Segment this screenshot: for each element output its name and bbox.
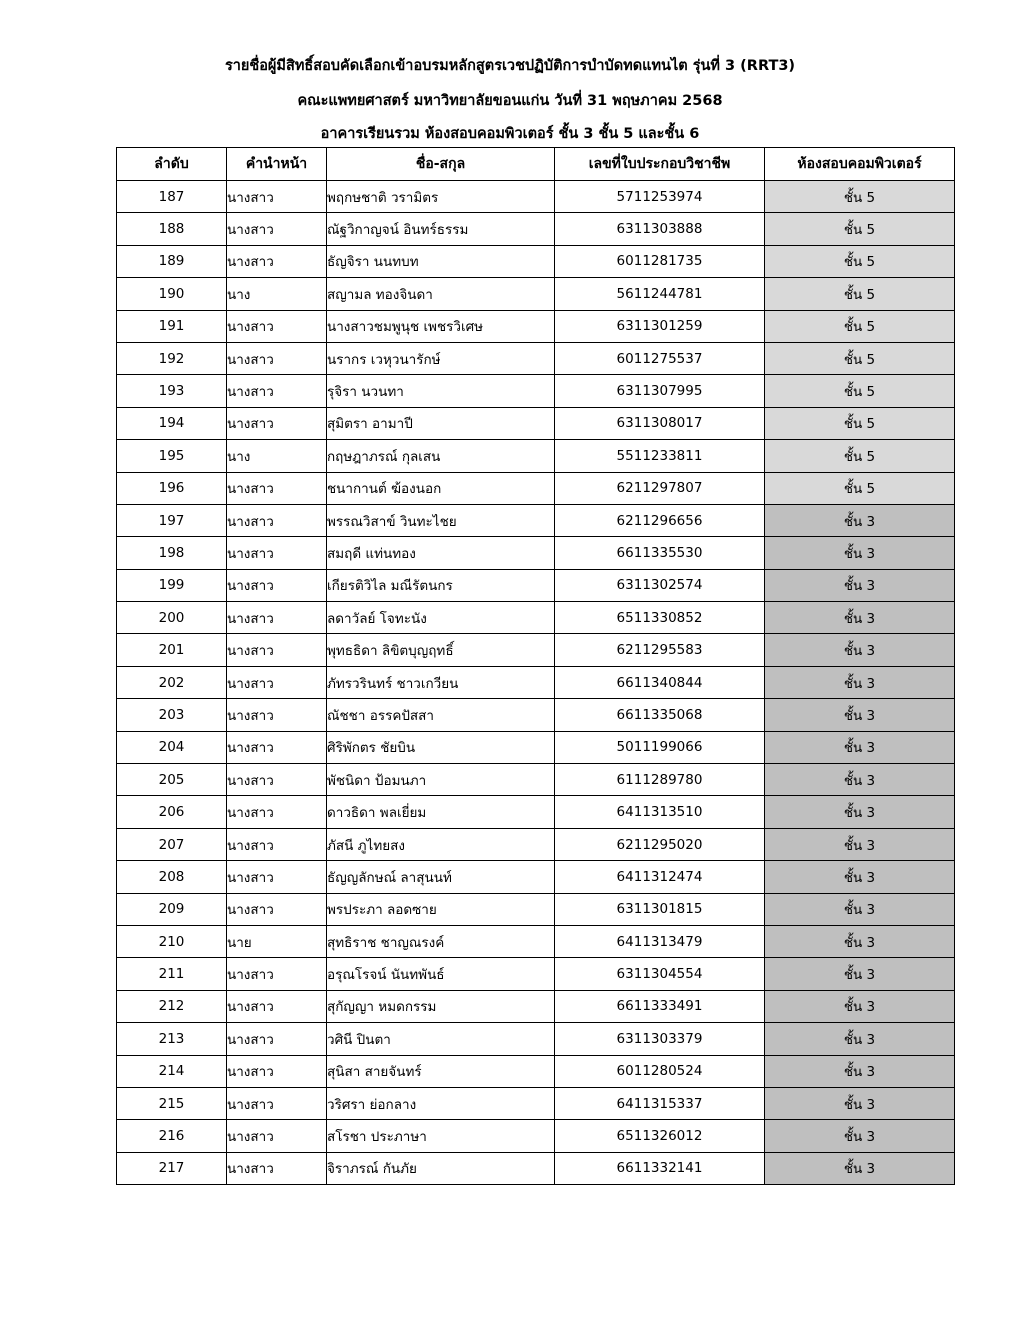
table-row [117,634,955,666]
row-title: นาง [227,278,327,310]
row-exam-room: ชั้น 3 [765,1120,955,1152]
row-name: ธัญญลักษณ์ ลาสุนนท์ [327,861,555,893]
row-order: 195 [117,440,227,472]
row-title: นางสาว [227,310,327,342]
column-header-room: ห้องสอบคอมพิวเตอร์ [765,148,955,181]
table-row [117,504,955,536]
row-license-number: 6511326012 [555,1120,765,1152]
row-exam-room: ชั้น 5 [765,342,955,374]
row-name: สุกัญญา หมดกรรม [327,990,555,1022]
row-order: 217 [117,1152,227,1184]
table-row [117,537,955,569]
row-title: นางสาว [227,699,327,731]
row-order: 188 [117,213,227,245]
column-header-order: ลำดับ [117,148,227,181]
row-license-number: 6411312474 [555,861,765,893]
row-title: นาย [227,925,327,957]
row-title: นางสาว [227,213,327,245]
row-name: พัชนิดา ป้อมนภา [327,764,555,796]
row-title: นางสาว [227,602,327,634]
table-row [117,1087,955,1119]
row-license-number: 6011281735 [555,245,765,277]
row-order: 197 [117,504,227,536]
row-name: ชนากานต์ ฆ้องนอก [327,472,555,504]
row-name: นรากร เวหุวนารักษ์ [327,342,555,374]
row-exam-room: ชั้น 5 [765,472,955,504]
row-name: กฤษฎาภรณ์ กุลเสน [327,440,555,472]
document-subtitle: คณะแพทยศาสตร์ มหาวิทยาลัยขอนแก่น วันที่ 31 พฤษภาคม 2568 [297,93,723,109]
row-order: 194 [117,407,227,439]
row-license-number: 6311304554 [555,958,765,990]
row-license-number: 5011199066 [555,731,765,763]
row-order: 196 [117,472,227,504]
row-order: 187 [117,181,227,213]
row-order: 205 [117,764,227,796]
row-license-number: 6611333491 [555,990,765,1022]
row-license-number: 6511330852 [555,602,765,634]
row-license-number: 6311303888 [555,213,765,245]
row-name: ศิริพักตร ชัยบิน [327,731,555,763]
table-row [117,893,955,925]
row-order: 191 [117,310,227,342]
row-title: นางสาว [227,504,327,536]
row-exam-room: ชั้น 3 [765,634,955,666]
row-name: สมฤดี แท่นทอง [327,537,555,569]
row-title: นางสาว [227,342,327,374]
row-order: 190 [117,278,227,310]
table-row [117,990,955,1022]
row-license-number: 6311301259 [555,310,765,342]
row-title: นางสาว [227,666,327,698]
row-order: 206 [117,796,227,828]
row-title: นางสาว [227,990,327,1022]
candidate-table [116,147,955,1185]
table-body [117,181,955,1185]
row-order: 214 [117,1055,227,1087]
row-license-number: 6011280524 [555,1055,765,1087]
table-row [117,472,955,504]
table-row [117,602,955,634]
table-row [117,861,955,893]
row-order: 201 [117,634,227,666]
row-title: นาง [227,440,327,472]
row-exam-room: ชั้น 3 [765,828,955,860]
row-license-number: 6311308017 [555,407,765,439]
row-title: นางสาว [227,181,327,213]
row-license-number: 5611244781 [555,278,765,310]
table-row [117,310,955,342]
row-exam-room: ชั้น 3 [765,796,955,828]
row-exam-room: ชั้น 3 [765,958,955,990]
row-license-number: 6111289780 [555,764,765,796]
row-name: จิราภรณ์ กันภัย [327,1152,555,1184]
row-exam-room: ชั้น 3 [765,569,955,601]
row-exam-room: ชั้น 5 [765,278,955,310]
table-row [117,181,955,213]
row-name: ณัฐวิกาญจน์ อินทร์ธรรม [327,213,555,245]
row-name: สุมิตรา อามาปี [327,407,555,439]
row-title: นางสาว [227,958,327,990]
row-title: นางสาว [227,245,327,277]
row-exam-room: ชั้น 5 [765,440,955,472]
row-name: ดาวธิดา พลเยี่ยม [327,796,555,828]
row-license-number: 6611335068 [555,699,765,731]
row-name: นางสาวชมพูนุช เพชรวิเศษ [327,310,555,342]
row-name: พรรณวิสาข์ วินทะไชย [327,504,555,536]
table-row [117,569,955,601]
row-order: 216 [117,1120,227,1152]
row-order: 207 [117,828,227,860]
row-title: นางสาว [227,861,327,893]
row-title: นางสาว [227,1087,327,1119]
row-name: สุทธิราช ชาญณรงค์ [327,925,555,957]
table-row [117,925,955,957]
row-exam-room: ชั้น 3 [765,990,955,1022]
row-name: วศินี ปินตา [327,1023,555,1055]
table-row [117,440,955,472]
table-row [117,958,955,990]
row-exam-room: ชั้น 3 [765,731,955,763]
row-license-number: 6311303379 [555,1023,765,1055]
row-exam-room: ชั้น 3 [765,764,955,796]
table-row [117,407,955,439]
row-title: นางสาว [227,1152,327,1184]
row-order: 215 [117,1087,227,1119]
row-name: วริศรา ย่อกลาง [327,1087,555,1119]
row-exam-room: ชั้น 3 [765,893,955,925]
row-exam-room: ชั้น 3 [765,504,955,536]
row-exam-room: ชั้น 5 [765,375,955,407]
row-license-number: 6611340844 [555,666,765,698]
row-order: 203 [117,699,227,731]
row-title: นางสาว [227,634,327,666]
row-exam-room: ชั้น 3 [765,861,955,893]
column-header-name: ชื่อ-สกุล [327,148,555,181]
row-exam-room: ชั้น 3 [765,602,955,634]
row-name: สโรชา ประภาษา [327,1120,555,1152]
row-order: 204 [117,731,227,763]
row-exam-room: ชั้น 3 [765,1152,955,1184]
row-title: นางสาว [227,1055,327,1087]
row-order: 213 [117,1023,227,1055]
table-row [117,213,955,245]
table-row [117,731,955,763]
row-order: 211 [117,958,227,990]
row-license-number: 6211295020 [555,828,765,860]
row-license-number: 6611335530 [555,537,765,569]
row-license-number: 6411313479 [555,925,765,957]
row-title: นางสาว [227,1023,327,1055]
row-exam-room: ชั้น 3 [765,925,955,957]
row-name: รุจิรา นวนทา [327,375,555,407]
row-name: พุทธธิดา ลิขิตบุญฤทธิ์ [327,634,555,666]
table-row [117,764,955,796]
row-name: พรประภา ลอดซาย [327,893,555,925]
exam-location: อาคารเรียนรวม ห้องสอบคอมพิวเตอร์ ชั้น 3 ชั้น 5 และชั้น 6 [320,126,700,142]
row-order: 200 [117,602,227,634]
row-exam-room: ชั้น 5 [765,310,955,342]
row-name: ภัสนี ภูไทยสง [327,828,555,860]
row-name: ณัชชา อรรคปัสสา [327,699,555,731]
row-order: 192 [117,342,227,374]
row-license-number: 5711253974 [555,181,765,213]
row-name: พฤกษชาติ วรามิตร [327,181,555,213]
row-order: 212 [117,990,227,1022]
row-exam-room: ชั้น 5 [765,407,955,439]
row-title: นางสาว [227,407,327,439]
row-exam-room: ชั้น 3 [765,1023,955,1055]
row-title: นางสาว [227,731,327,763]
row-name: ธัญจิรา นนทบท [327,245,555,277]
row-license-number: 6211295583 [555,634,765,666]
row-title: นางสาว [227,537,327,569]
row-license-number: 6011275537 [555,342,765,374]
row-exam-room: ชั้น 3 [765,537,955,569]
column-header-license: เลขที่ใบประกอบวิชาชีพ [555,148,765,181]
row-order: 198 [117,537,227,569]
row-exam-room: ชั้น 5 [765,245,955,277]
row-exam-room: ชั้น 3 [765,699,955,731]
row-exam-room: ชั้น 3 [765,1087,955,1119]
table-row [117,1152,955,1184]
row-license-number: 6311307995 [555,375,765,407]
row-name: สญามล ทองจินดา [327,278,555,310]
table-row [117,666,955,698]
row-order: 189 [117,245,227,277]
row-license-number: 6411313510 [555,796,765,828]
row-name: ลดาวัลย์ โจทะนัง [327,602,555,634]
row-title: นางสาว [227,764,327,796]
table-row [117,342,955,374]
row-license-number: 6311301815 [555,893,765,925]
table-row [117,1023,955,1055]
row-name: เกียรติวิไล มณีรัตนกร [327,569,555,601]
row-title: นางสาว [227,828,327,860]
table-row [117,245,955,277]
row-license-number: 6211296656 [555,504,765,536]
row-license-number: 6311302574 [555,569,765,601]
row-name: อรุณโรจน์ นันทพันธ์ [327,958,555,990]
column-header-title: คำนำหน้า [227,148,327,181]
row-order: 209 [117,893,227,925]
table-row [117,699,955,731]
row-order: 193 [117,375,227,407]
row-license-number: 6611332141 [555,1152,765,1184]
table-row [117,828,955,860]
table-row [117,1120,955,1152]
table-row [117,278,955,310]
row-order: 210 [117,925,227,957]
row-title: นางสาว [227,375,327,407]
row-name: สุนิสา สายจันทร์ [327,1055,555,1087]
table-row [117,1055,955,1087]
row-exam-room: ชั้น 3 [765,1055,955,1087]
row-title: นางสาว [227,569,327,601]
table-row [117,375,955,407]
row-title: นางสาว [227,1120,327,1152]
row-license-number: 6411315337 [555,1087,765,1119]
row-license-number: 6211297807 [555,472,765,504]
row-exam-room: ชั้น 3 [765,666,955,698]
row-title: นางสาว [227,472,327,504]
table-header-row [117,148,955,181]
row-license-number: 5511233811 [555,440,765,472]
row-order: 199 [117,569,227,601]
row-name: ภัทรวรินทร์ ชาวเกวียน [327,666,555,698]
row-title: นางสาว [227,893,327,925]
row-exam-room: ชั้น 5 [765,181,955,213]
row-title: นางสาว [227,796,327,828]
row-order: 202 [117,666,227,698]
document-title: รายชื่อผู้มีสิทธิ์สอบคัดเลือกเข้าอบรมหลักสูตรเวชปฏิบัติการบำบัดทดแทนไต รุ่นที่ 3 (RRT3) [224,58,796,74]
table-row [117,796,955,828]
row-exam-room: ชั้น 5 [765,213,955,245]
row-order: 208 [117,861,227,893]
